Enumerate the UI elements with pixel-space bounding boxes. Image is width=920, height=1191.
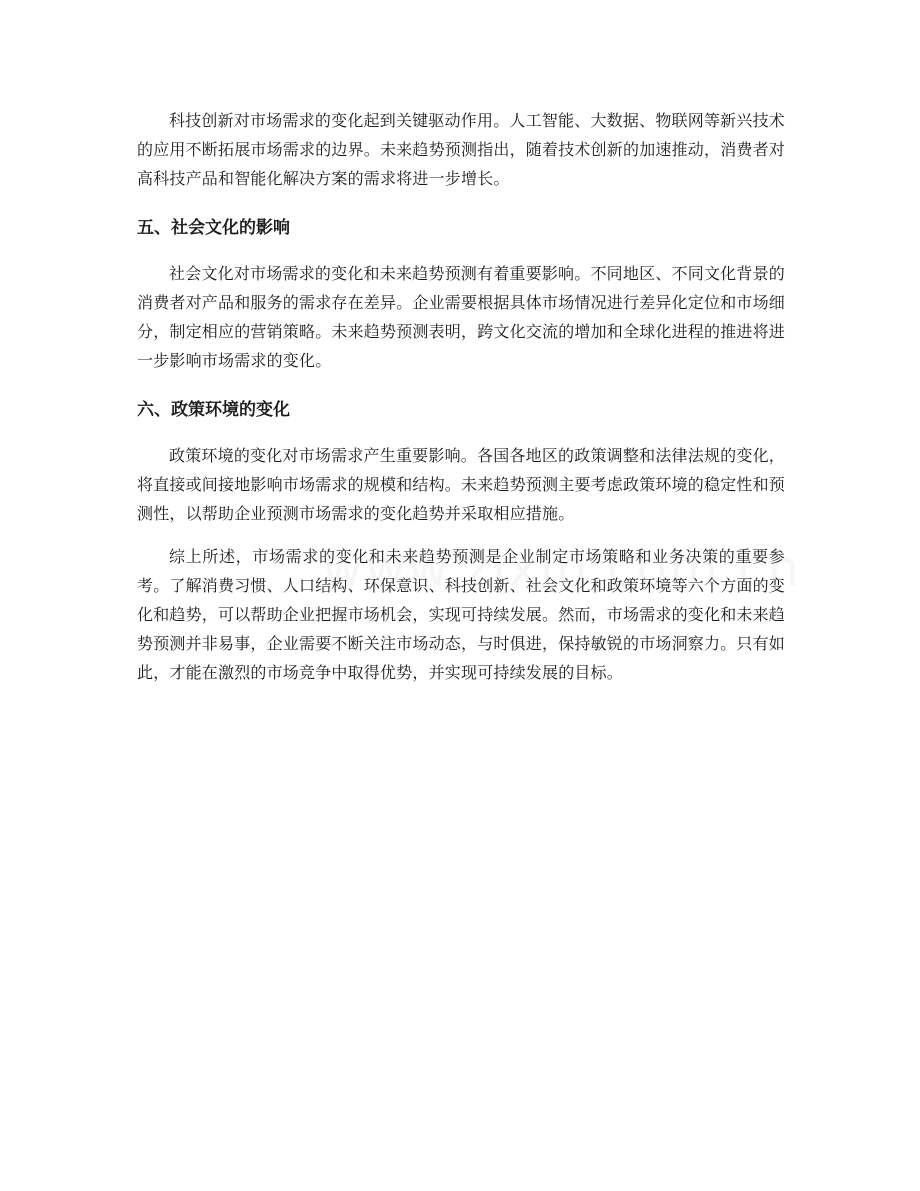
paragraph-conclusion: 综上所述，市场需求的变化和未来趋势预测是企业制定市场策略和业务决策的重要参考。了解消费习惯、人口结构、环保意识、科技创新、社会文化和政策环境等六个方面的变化和趋势，可以帮助企业把握市场机会，实现可持续发展。然而，市场需求的变化和未来趋势预测并非易事，企业需要不断关注市场动态，与时俱进，保持敏锐的市场洞察力。只有如此，才能在激烈的市场竞争中取得优势，并实现可持续发展的目标。 <box>137 547 786 682</box>
paragraph-tech-innovation: 科技创新对市场需求的变化起到关键驱动作用。人工智能、大数据、物联网等新兴技术的应用不断拓展市场需求的边界。未来趋势预测指出，随着技术创新的加速推动，消费者对高科技产品和智能化解决方案的需求将进一步增长。 <box>137 111 786 188</box>
paragraph-social-culture: 社会文化对市场需求的变化和未来趋势预测有着重要影响。不同地区、不同文化背景的消费者对产品和服务的需求存在差异。企业需要根据具体市场情况进行差异化定位和市场细分，制定相应的营销策略。未来趋势预测表明，跨文化交流的增加和全球化进程的推进将进一步影响市场需求的变化。 <box>137 264 786 370</box>
section-heading-policy-environment: 六、政策环境的变化 <box>137 400 290 420</box>
section-heading-social-culture: 五、社会文化的影响 <box>137 218 290 238</box>
document-body <box>137 106 785 701</box>
paragraph-policy-environment: 政策环境的变化对市场需求产生重要影响。各国各地区的政策调整和法律法规的变化，将直接或间接地影响市场需求的规模和结构。未来趋势预测主要考虑政策环境的稳定性和预测性，以帮助企业预测市场需求的变化趋势并采取相应措施。 <box>137 446 786 523</box>
